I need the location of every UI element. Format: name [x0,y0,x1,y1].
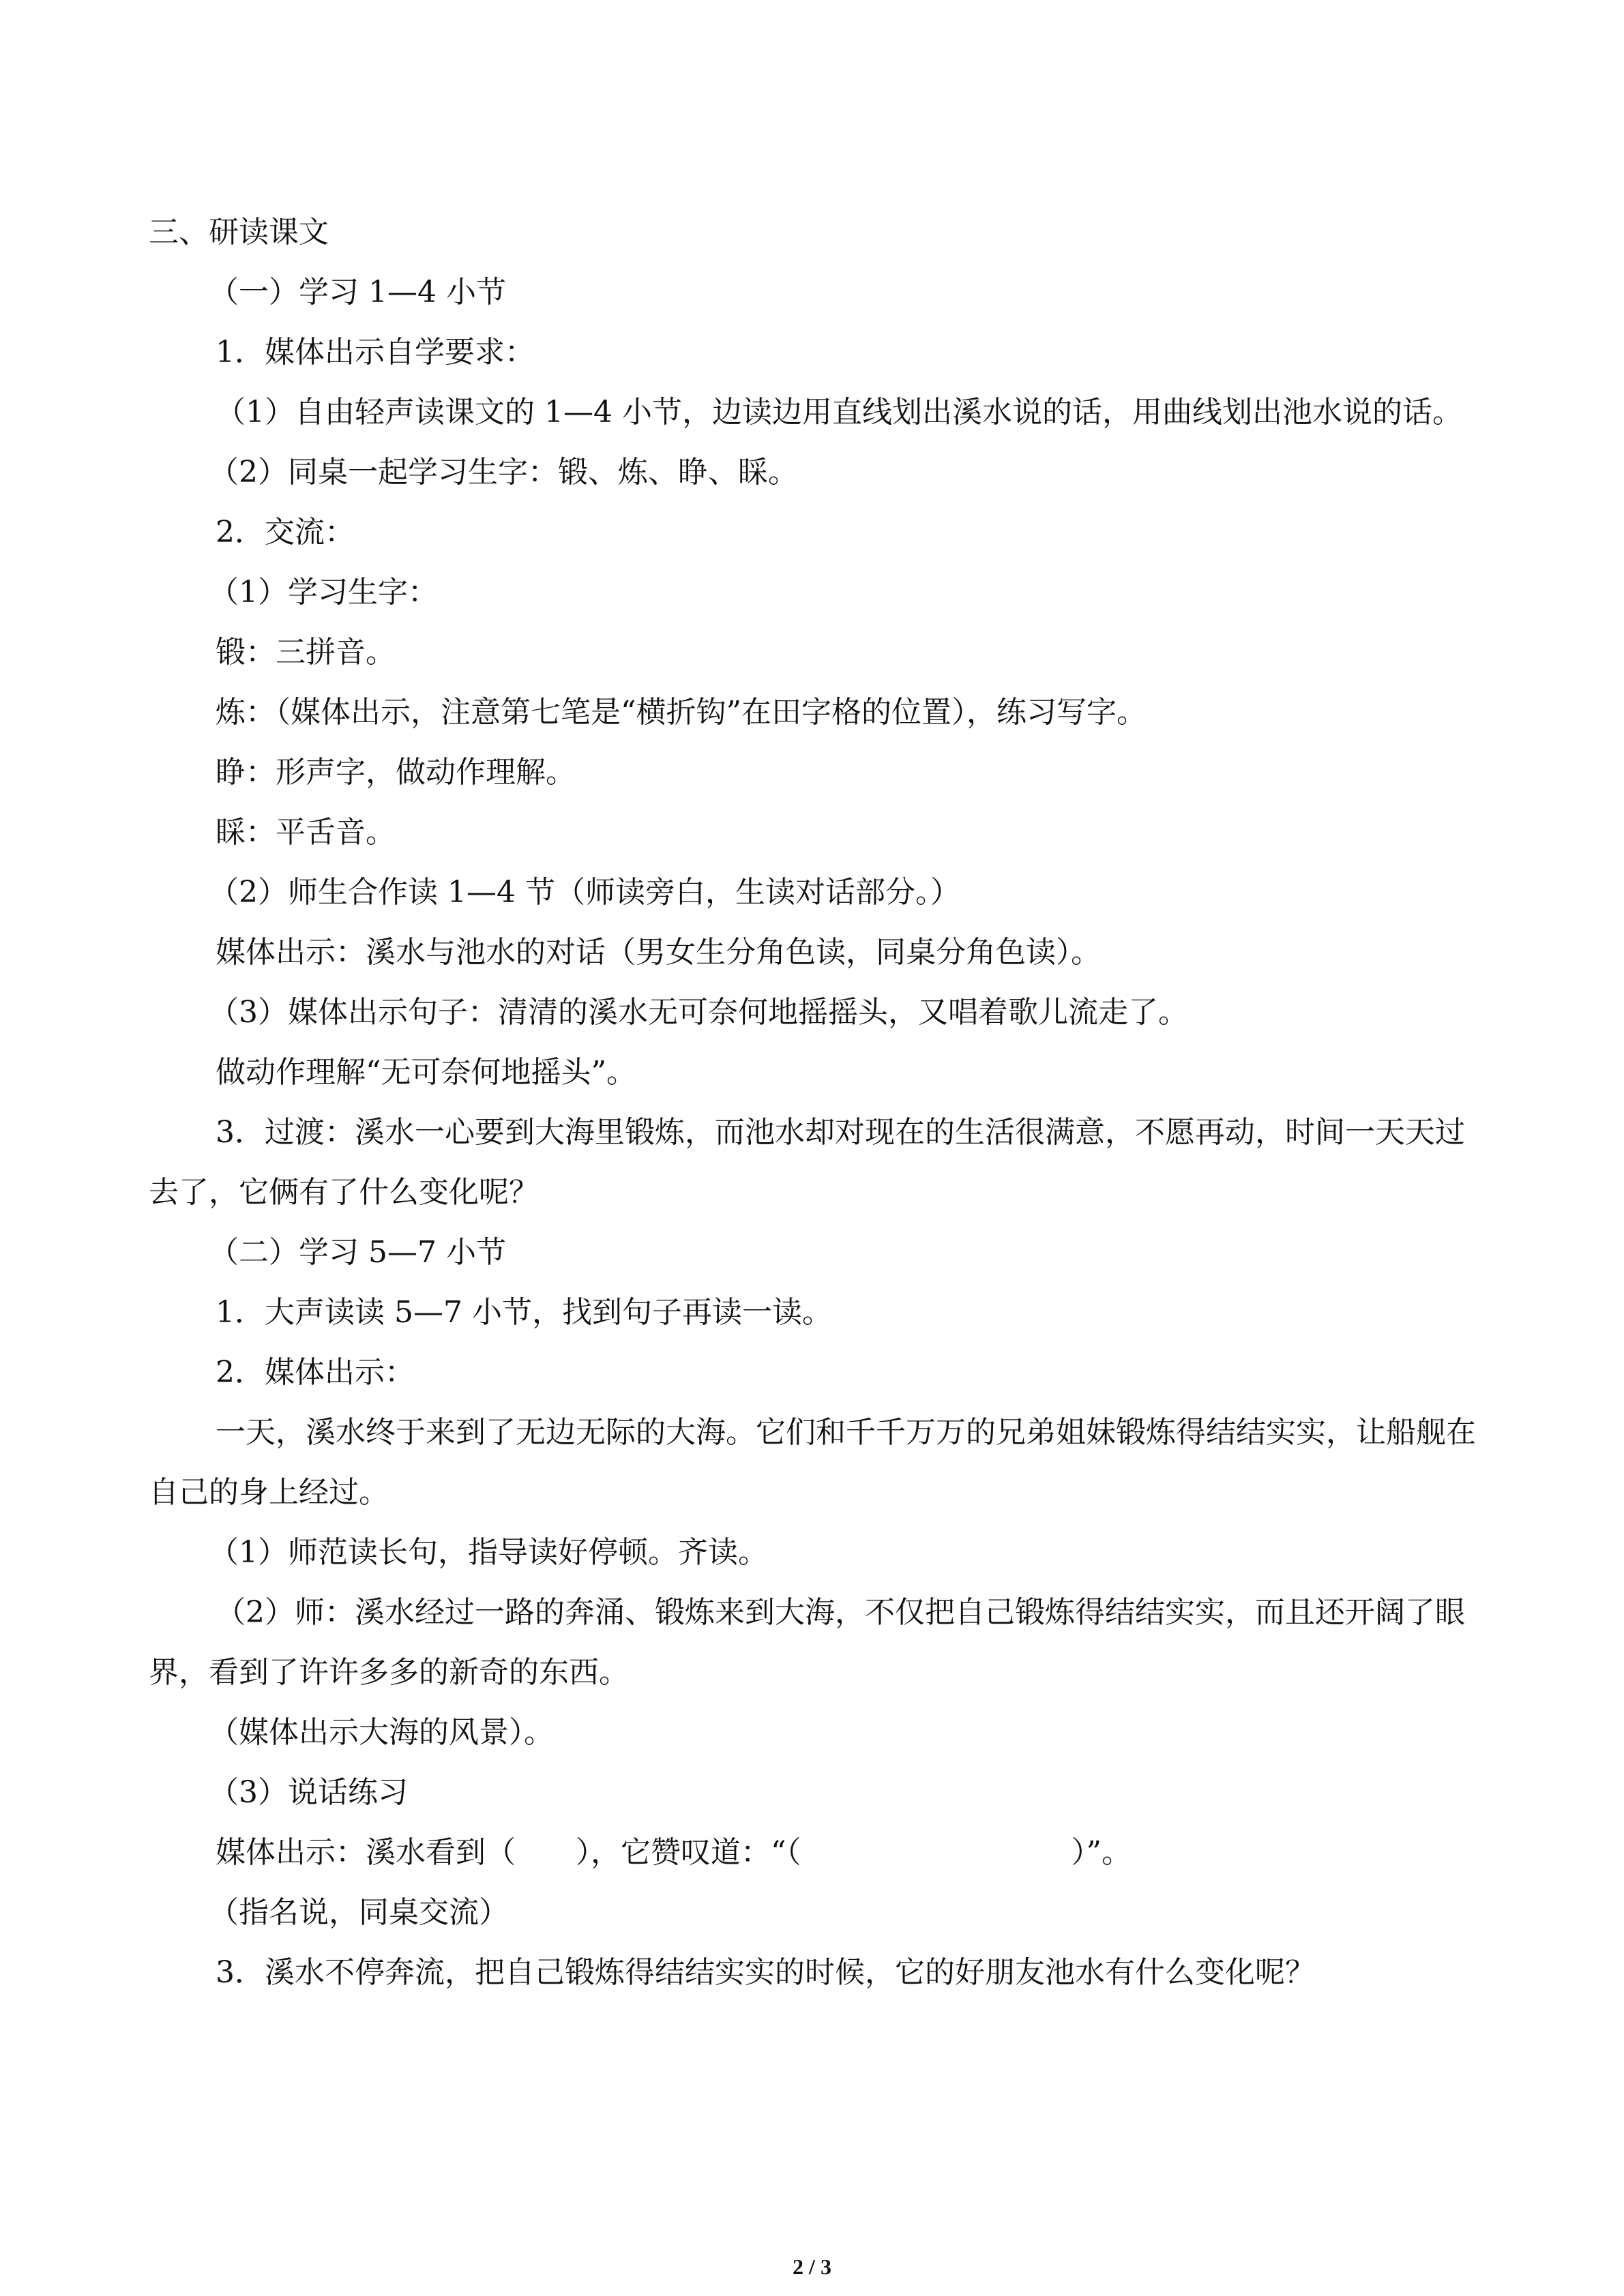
document-body [149,203,1486,2003]
paragraph: （2）师生合作读 1—4 节（师读旁白，生读对话部分。） [209,875,960,910]
paragraph: （1）师范读长句，指导读好停顿。齐读。 [209,1535,768,1570]
subsection-title-1: （一）学习 1—4 小节 [209,275,506,310]
paragraph: 2．媒体出示： [216,1355,415,1390]
paragraph: 1．媒体出示自学要求： [216,335,535,370]
paragraph: 一天，溪水终于来到了无边无际的大海。它们和千千万万的兄弟姐妹锻炼得结结实实，让船舰在自己的身上经过。 [149,1415,1476,1510]
paragraph: （1）自由轻声读课文的 1—4 小节，边读边用直线划出溪水说的话，用曲线划出池水说的话。 [216,395,1462,430]
paragraph: （3）说话练习 [209,1775,408,1810]
paragraph: （2）师：溪水经过一路的奔涌、锻炼来到大海，不仅把自己锻炼得结结实实，而且还开阔了眼界，看到了许许多多的新奇的东西。 [149,1595,1465,1690]
paragraph: （指名说，同桌交流） [209,1895,509,1930]
paragraph: 3．过渡：溪水一心要到大海里锻炼，而池水却对现在的生活很满意，不愿再动，时间一天天过去了，它俩有了什么变化呢？ [149,1115,1465,1210]
paragraph: （3）媒体出示句子：清清的溪水无可奈何地摇摇头，又唱着歌儿流走了。 [209,995,1188,1030]
paragraph: 2．交流： [216,515,355,550]
paragraph: 3．溪水不停奔流，把自己锻炼得结结实实的时候，它的好朋友池水有什么变化呢？ [216,1955,1315,1990]
paragraph: 媒体出示：溪水与池水的对话（男女生分角色读，同桌分角色读）。 [216,935,1101,970]
paragraph: （媒体出示大海的风景）。 [209,1715,554,1750]
page-number: 2 / 3 [793,2254,831,2279]
paragraph: 锻：三拼音。 [216,635,396,670]
paragraph: 炼：（媒体出示，注意第七笔是“横折钩”在田字格的位置），练习写字。 [216,695,1147,730]
paragraph: 睬：平舌音。 [216,815,396,850]
paragraph: 睁：形声字，做动作理解。 [216,755,576,790]
paragraph: 做动作理解“无可奈何地摇头”。 [216,1055,636,1090]
paragraph: （2）同桌一起学习生字：锻、炼、睁、睬。 [209,455,798,490]
section-heading: 三、研读课文 [149,215,329,250]
paragraph: （1）学习生字： [209,575,438,610]
paragraph: 媒体出示：溪水看到（ ），它赞叹道：“（ ）”。 [216,1835,1132,1870]
subsection-title-2: （二）学习 5—7 小节 [209,1235,506,1270]
paragraph: 1．大声读读 5—7 小节，找到句子再读一读。 [216,1295,832,1330]
